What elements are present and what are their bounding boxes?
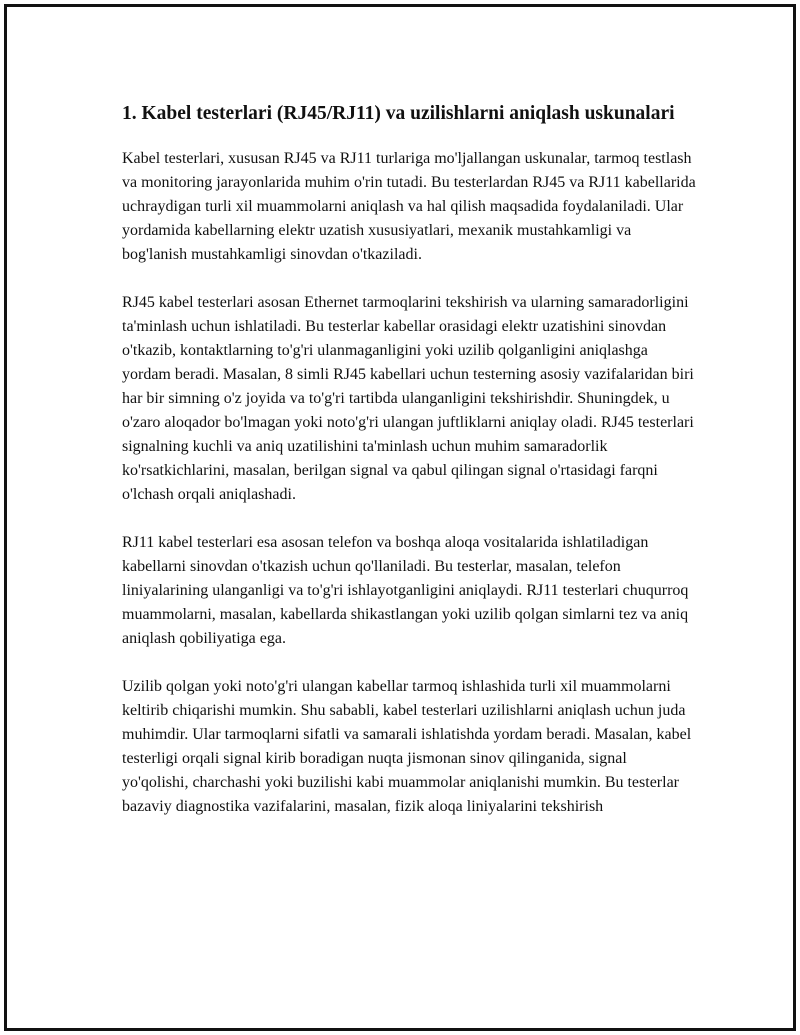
paragraph-rj45: RJ45 kabel testerlari asosan Ethernet tarmoqlarini tekshirish va ularning samaradorligini ta'minlash uchun ishlatiladi. Bu testerlar kabellar orasidagi elektr uzatishini sinovdan o'tkazib, kontaktlarning to'g'ri ulanmaganligini yoki uzilib qolganligini aniqlashga yordam beradi. Masalan, 8 simli RJ45 kabellari uchun testerning asosiy vazifalaridan biri har bir simning o'z joyida va to'g'ri tartibda ulanganligini tekshirishdir. Shuningdek, u o'zaro aloqador bo'lmagan yoki noto'g'ri ulangan juftliklarni aniqlay oladi. RJ45 testerlari signalning kuchli va aniq uzatilishini ta'minlash uchun muhim samaradorlik ko'rsatkichlarini, masalan, berilgan signal va qabul qilingan signal o'rtasidagi farqni o'lchash orqali aniqlashadi. [122, 294, 694, 503]
page-frame [4, 4, 796, 1031]
paragraph-faults: Uzilib qolgan yoki noto'g'ri ulangan kabellar tarmoq ishlashida turli xil muammolarni keltirib chiqarishi mumkin. Shu sababli, kabel testerlari uzilishlarni aniqlash uchun juda muhimdir. Ular tarmoqlarni sifatli va samarali ishlatishda yordam beradi. Masalan, kabel testerligi orqali signal kirib boradigan nuqta jismonan sinov qilinganida, signal yo'qolishi, charchashi yoki buzilishi kabi muammolar aniqlanishi mumkin. Bu testerlar bazaviy diagnostika vazifalarini, masalan, fizik aloqa liniyalarini tekshirish [122, 678, 692, 815]
section-heading: 1. Kabel testerlari (RJ45/RJ11) va uzilishlarni aniqlash uskunalari [122, 103, 675, 124]
paragraph-rj11: RJ11 kabel testerlari esa asosan telefon va boshqa aloqa vositalarida ishlatiladigan kabellarni sinovdan o'tkazish uchun qo'llaniladi. Bu testerlar, masalan, telefon liniyalarining ulanganligi va to'g'ri ishlayotganligini aniqlaydi. RJ11 testerlari chuqurroq muammolarni, masalan, kabellarda shikastlangan yoki uzilib qolgan simlarni tez va aniq aniqlash qobiliyatiga ega. [122, 534, 689, 647]
paragraph-intro: Kabel testerlari, xususan RJ45 va RJ11 turlariga mo'ljallangan uskunalar, tarmoq testlash va monitoring jarayonlarida muhim o'rin tutadi. Bu testerlardan RJ45 va RJ11 kabellarida uchraydigan turli xil muammolarni aniqlash va hal qilish maqsadida foydalaniladi. Ular yordamida kabellarning elektr uzatish xususiyatlari, mexanik mustahkamligi va bog'lanish mustahkamligi sinovdan o'tkaziladi. [122, 150, 696, 263]
document-body [122, 100, 697, 843]
